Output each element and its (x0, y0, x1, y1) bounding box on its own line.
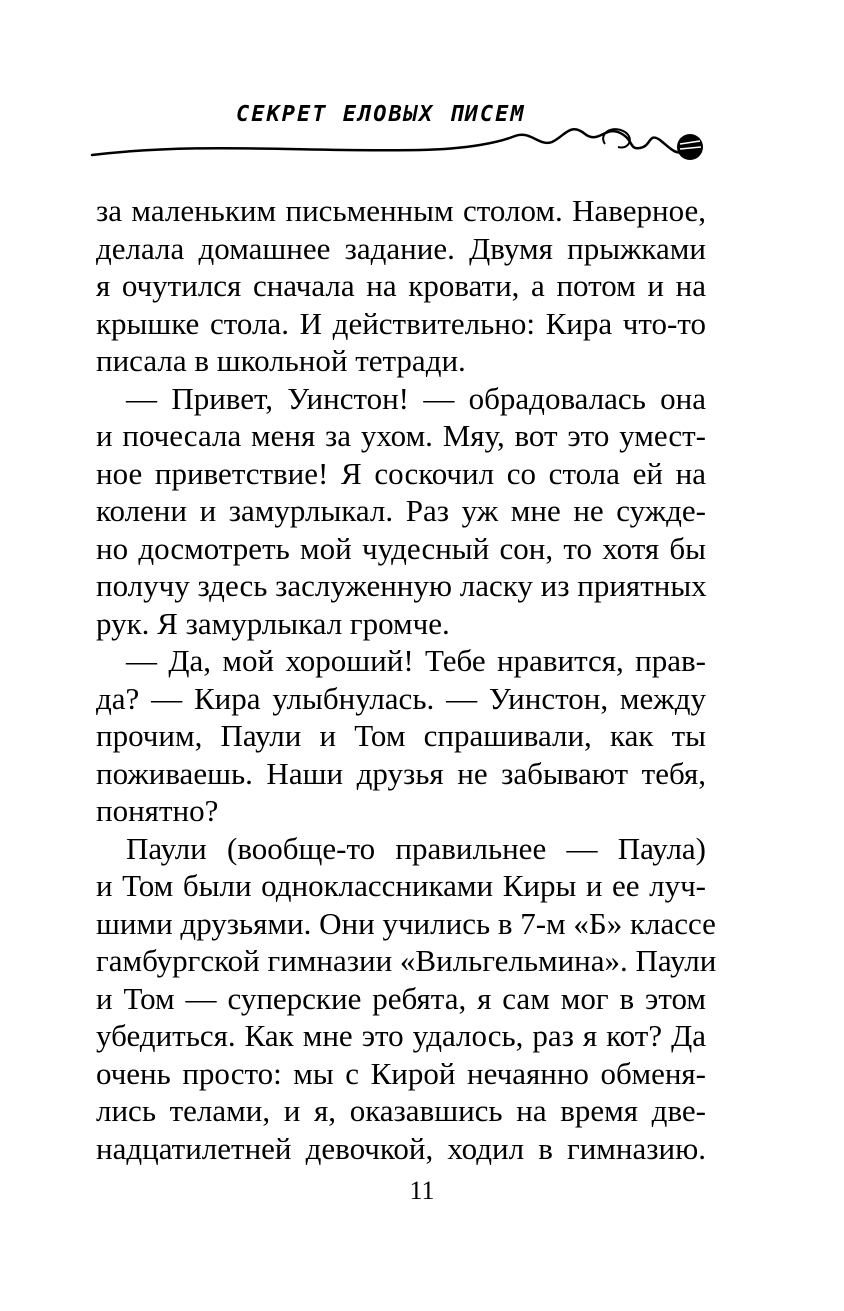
text-line: Паули (вообще-то правильнее — Паула) (126, 830, 706, 866)
text-line: ное приветствие! Я соскочил со стола ей на (96, 455, 706, 491)
text-line: и Том были одноклассниками Киры и ее луч- (96, 868, 706, 903)
text-line: понятно? (96, 793, 219, 828)
text-line: крышке стола. И действительно: Кира что-то (96, 305, 706, 341)
text-line: и Том — суперские ребята, я сам мог в этом (96, 980, 706, 1016)
text-line: — Привет, Уинстон! — обрадовалась она (126, 380, 706, 416)
running-header-title: СЕКРЕТ ЕЛОВЫХ ПИСЕМ (236, 102, 526, 127)
text-line: рук. Я замурлыкал громче. (96, 605, 450, 641)
text-line: прочим, Паули и Том спрашивали, как ты (96, 718, 706, 753)
text-line: шими друзьями. Они учились в 7-м «Б» классе (96, 905, 716, 941)
text-line: колени и замурлыкал. Раз уж мне не сужде- (96, 493, 706, 528)
yarn-ball-thread-icon (0, 92, 844, 172)
text-line: надцатилетней девочкой, ходил в гимназию. (96, 1130, 706, 1166)
text-line: — Да, мой хороший! Тебе нравится, прав- (126, 643, 706, 678)
text-line: и почесала меня за ухом. Мяу, вот это умест- (96, 418, 706, 453)
text-line: делала домашнее задание. Двумя прыжками (96, 230, 706, 266)
text-line: но досмотреть мой чудесный сон, то хотя бы (96, 530, 706, 566)
text-line: писала в школьной тетради. (96, 343, 466, 378)
text-line: я очутился сначала на кровати, а потом и на (96, 268, 706, 303)
text-line: поживаешь. Наши друзья не забывают тебя, (96, 755, 706, 791)
text-line: получу здесь заслуженную ласку из приятных (96, 568, 707, 603)
text-line: да? — Кира улыбнулась. — Уинстон, между (96, 680, 706, 716)
text-line: очень просто: мы с Кирой нечаянно обменя- (96, 1055, 706, 1091)
text-line: гамбургской гимназии «Вильгельмина». Паули (96, 943, 717, 978)
running-header (0, 92, 844, 172)
text-line: за маленьким письменным столом. Наверное, (96, 193, 706, 228)
text-line: убедиться. Как мне это удалось, раз я кот? Да (96, 1018, 706, 1053)
body-text (96, 192, 717, 1167)
page-number: 11 (409, 1176, 435, 1205)
text-line: лись телами, и я, оказавшись на время две- (96, 1093, 706, 1128)
